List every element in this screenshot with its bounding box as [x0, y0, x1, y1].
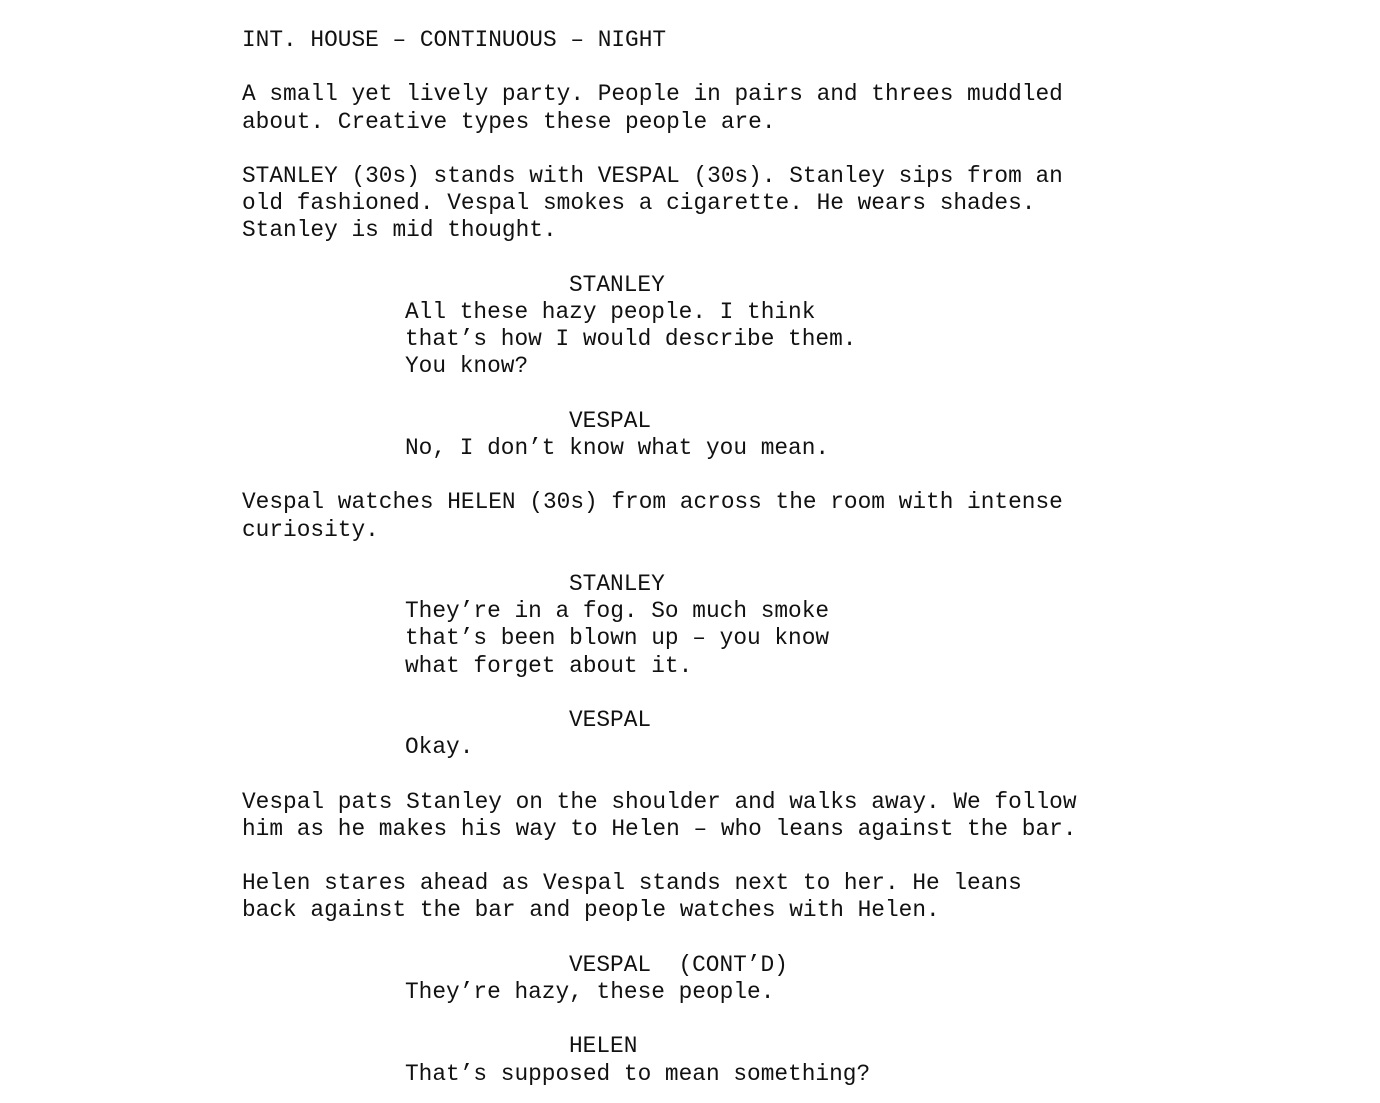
character-cue: VESPAL: [569, 706, 652, 733]
action-line: Vespal pats Stanley on the shoulder and walks away. We follow him as he makes his way to Helen – who leans against the bar.: [242, 788, 1077, 842]
character-cue: VESPAL: [569, 407, 652, 434]
action-line: STANLEY (30s) stands with VESPAL (30s). Stanley sips from an old fashioned. Vespal smokes a cigarette. He wears shades. Stanley is mid thought.: [242, 162, 1063, 244]
character-cue: STANLEY: [569, 271, 665, 298]
character-cue: VESPAL (CONT’D): [569, 951, 788, 978]
scene-heading: INT. HOUSE – CONTINUOUS – NIGHT: [242, 27, 667, 53]
dialogue-line: Okay.: [405, 734, 474, 761]
dialogue-line: They’re hazy, these people.: [405, 978, 775, 1005]
character-cue: STANLEY: [569, 570, 665, 597]
dialogue-line: No, I don’t know what you mean.: [405, 434, 830, 461]
dialogue-line: All these hazy people. I think that’s how I would describe them. You know?: [405, 298, 857, 380]
character-cue: HELEN: [569, 1033, 638, 1060]
screenplay-body: [242, 27, 1342, 1088]
action-line: Helen stares ahead as Vespal stands next to her. He leans back against the bar and people watches with Helen.: [242, 870, 1022, 924]
action-line: Vespal watches HELEN (30s) from across the room with intense curiosity.: [242, 489, 1063, 543]
dialogue-line: They’re in a fog. So much smoke that’s been blown up – you know what forget about it.: [405, 598, 830, 679]
action-line: A small yet lively party. People in pairs and threes muddled about. Creative types these people are.: [242, 81, 1063, 135]
dialogue-line: That’s supposed to mean something?: [405, 1060, 871, 1087]
